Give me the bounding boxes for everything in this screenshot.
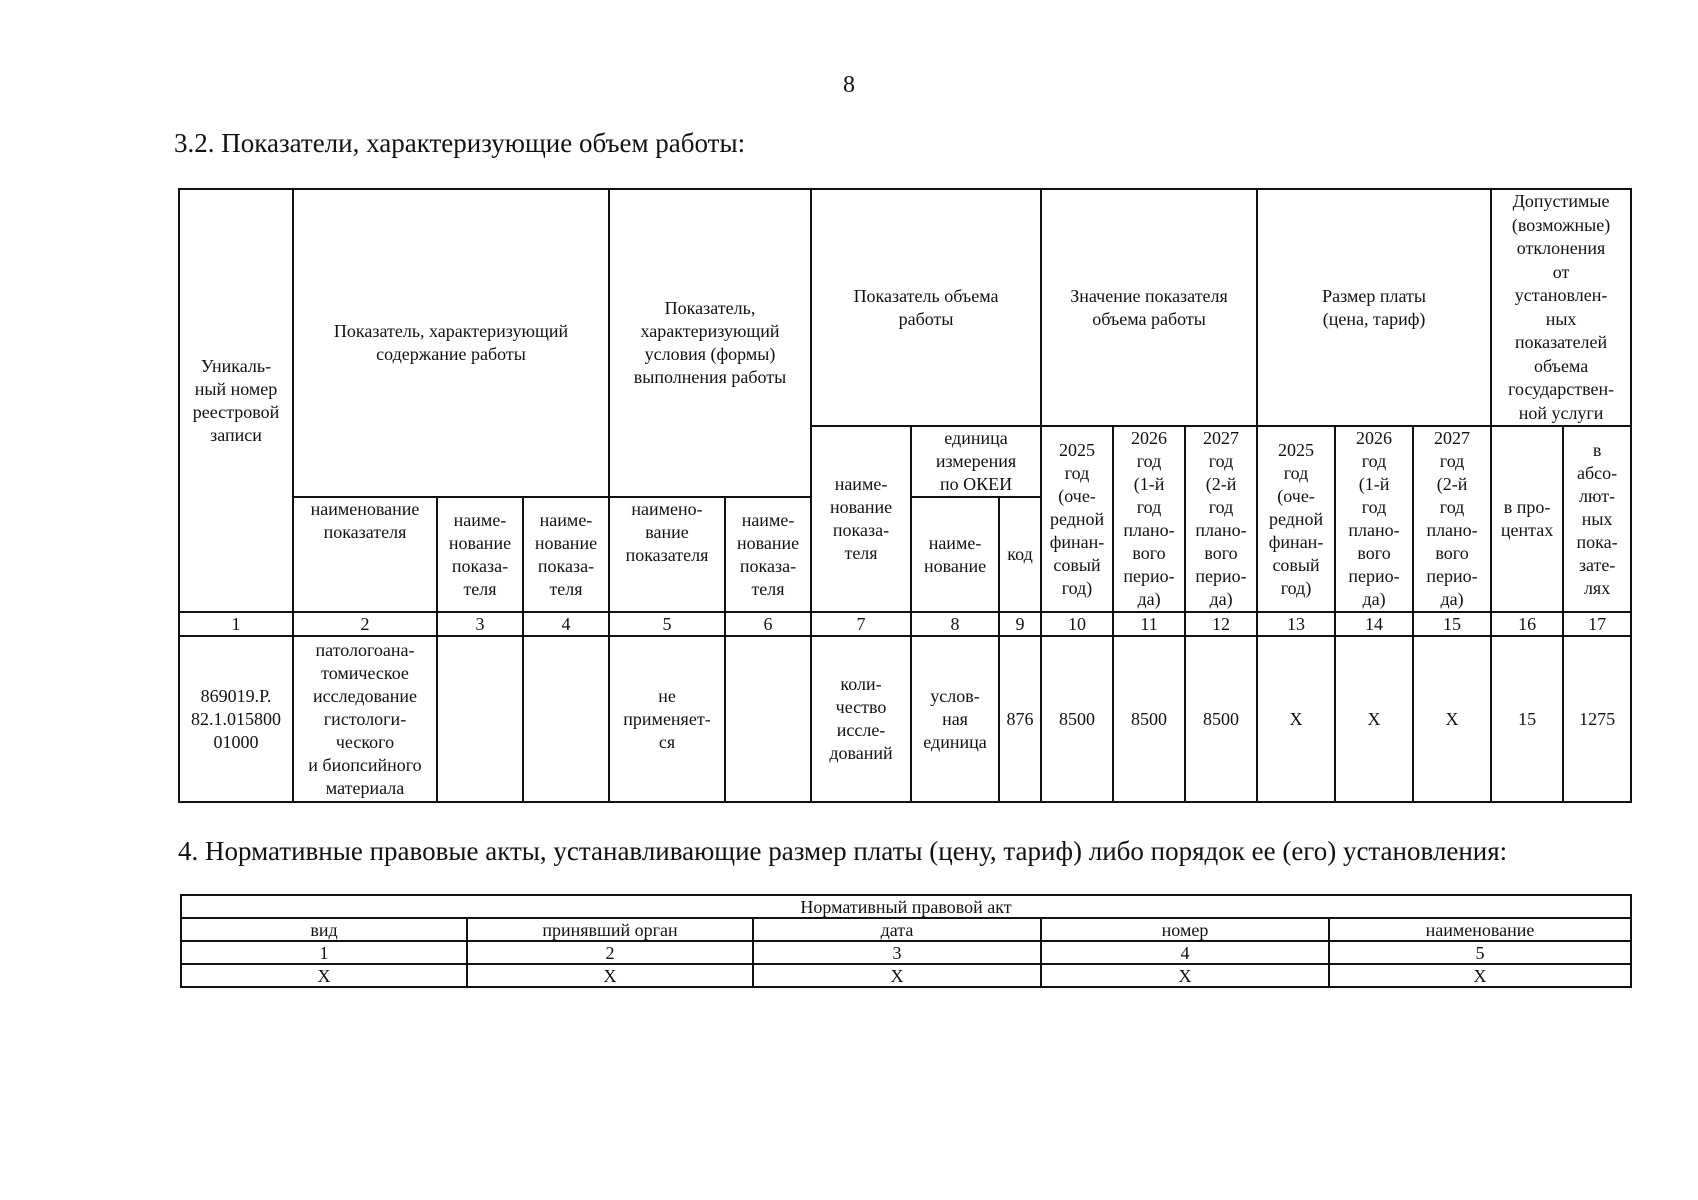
empty-cell [523, 636, 609, 802]
page-number: 8 [843, 72, 855, 98]
deviation-absolute-cell: 1275 [1563, 636, 1631, 802]
fee-group-header: Размер платы (цена, тариф) [1257, 189, 1491, 426]
condition-indicator-cell: не применяет- ся [609, 636, 725, 802]
column-number: 3 [753, 941, 1041, 964]
column-number: 6 [725, 612, 811, 636]
column-number: 8 [911, 612, 999, 636]
condition-indicator-name-header: наимено- вание показателя [609, 497, 725, 612]
header-row-1 [179, 189, 1631, 426]
deviation-percent-cell: 15 [1491, 636, 1563, 802]
section-3-2-title: 3.2. Показатели, характеризующие объем работы: [174, 128, 746, 158]
content-indicator-group-header: Показатель, характеризующий содержание работы [293, 189, 609, 497]
table-cell: Х [1329, 964, 1631, 987]
value-2026-header: 2026 год (1-й год плано- вого перио- да) [1113, 426, 1185, 612]
table-row [181, 964, 1631, 987]
column-number: 7 [811, 612, 911, 636]
column-number: 10 [1041, 612, 1113, 636]
column-number: 5 [1329, 941, 1631, 964]
section-4-title: 4. Нормативные правовые акты, устанавливающие размер платы (цену, тариф) либо порядок ее (его) установления: [178, 836, 1508, 866]
unit-name-header: наиме- нование [911, 497, 999, 612]
column-number: 12 [1185, 612, 1257, 636]
volume-value-group-header: Значение показателя объема работы [1041, 189, 1257, 426]
table-row [179, 636, 1631, 802]
number-header: номер [1041, 918, 1329, 941]
registry-number-header: Уникаль- ный номер реестровой записи [179, 189, 293, 612]
value-2027-header: 2027 год (2-й год плано- вого перио- да) [1185, 426, 1257, 612]
column-number: 1 [179, 612, 293, 636]
name-header: наименование [1329, 918, 1631, 941]
column-number: 17 [1563, 612, 1631, 636]
column-number: 4 [1041, 941, 1329, 964]
column-number: 15 [1413, 612, 1491, 636]
fee-2027-cell: Х [1413, 636, 1491, 802]
header-row [181, 895, 1631, 918]
fee-2026-header: 2026 год (1-й год плано- вого перио- да) [1335, 426, 1413, 612]
content-indicator-name-header: наименование показателя [293, 497, 437, 612]
legal-act-header: Нормативный правовой акт [181, 895, 1631, 918]
table-cell: Х [753, 964, 1041, 987]
volume-indicator-name-header: наиме- нование показа- теля [811, 426, 911, 612]
unit-code-header: код [999, 497, 1041, 612]
unit-name-cell: услов- ная единица [911, 636, 999, 802]
issuing-body-header: принявший орган [467, 918, 753, 941]
column-number-row [179, 612, 1631, 636]
unit-code-cell: 876 [999, 636, 1041, 802]
date-header: дата [753, 918, 1041, 941]
condition-indicator-6-header: наиме- нование показа- теля [725, 497, 811, 612]
deviation-percent-header: в про- центах [1491, 426, 1563, 612]
column-number: 1 [181, 941, 467, 964]
column-number: 9 [999, 612, 1041, 636]
value-2026-cell: 8500 [1113, 636, 1185, 802]
column-number-row [181, 941, 1631, 964]
legal-acts-table [180, 894, 1632, 988]
column-number: 14 [1335, 612, 1413, 636]
volume-indicator-cell: коли- чество иссле- дований [811, 636, 911, 802]
column-number: 3 [437, 612, 523, 636]
work-volume-table [178, 188, 1632, 803]
fee-2025-cell: Х [1257, 636, 1335, 802]
value-2025-header: 2025 год (оче- редной финан- совый год) [1041, 426, 1113, 612]
column-number: 13 [1257, 612, 1335, 636]
fee-2026-cell: Х [1335, 636, 1413, 802]
type-header: вид [181, 918, 467, 941]
column-number: 16 [1491, 612, 1563, 636]
column-number: 2 [293, 612, 437, 636]
column-number: 2 [467, 941, 753, 964]
volume-indicator-group-header: Показатель объема работы [811, 189, 1041, 426]
value-2027-cell: 8500 [1185, 636, 1257, 802]
registry-number-cell: 869019.Р. 82.1.015800 01000 [179, 636, 293, 802]
column-number: 11 [1113, 612, 1185, 636]
column-number: 4 [523, 612, 609, 636]
column-number: 5 [609, 612, 725, 636]
empty-cell [725, 636, 811, 802]
table-cell: Х [467, 964, 753, 987]
deviation-absolute-header: в абсо- лют- ных пока- зате- лях [1563, 426, 1631, 612]
column-header-row [181, 918, 1631, 941]
fee-2025-header: 2025 год (оче- редной финан- совый год) [1257, 426, 1335, 612]
unit-okei-header: единица измерения по ОКЕИ [911, 426, 1041, 497]
fee-2027-header: 2027 год (2-й год плано- вого перио- да) [1413, 426, 1491, 612]
conditions-indicator-group-header: Показатель, характеризующий условия (формы) выполнения работы [609, 189, 811, 497]
content-indicator-3-header: наиме- нование показа- теля [437, 497, 523, 612]
empty-cell [437, 636, 523, 802]
content-indicator-4-header: наиме- нование показа- теля [523, 497, 609, 612]
content-indicator-cell: патологоана- томическое исследование гистологи- ческого и биопсийного материала [293, 636, 437, 802]
value-2025-cell: 8500 [1041, 636, 1113, 802]
table-cell: Х [1041, 964, 1329, 987]
deviation-group-header: Допустимые (возможные) отклонения от установлен- ных показателей объема государствен- ной услуги [1491, 189, 1631, 426]
table-cell: Х [181, 964, 467, 987]
